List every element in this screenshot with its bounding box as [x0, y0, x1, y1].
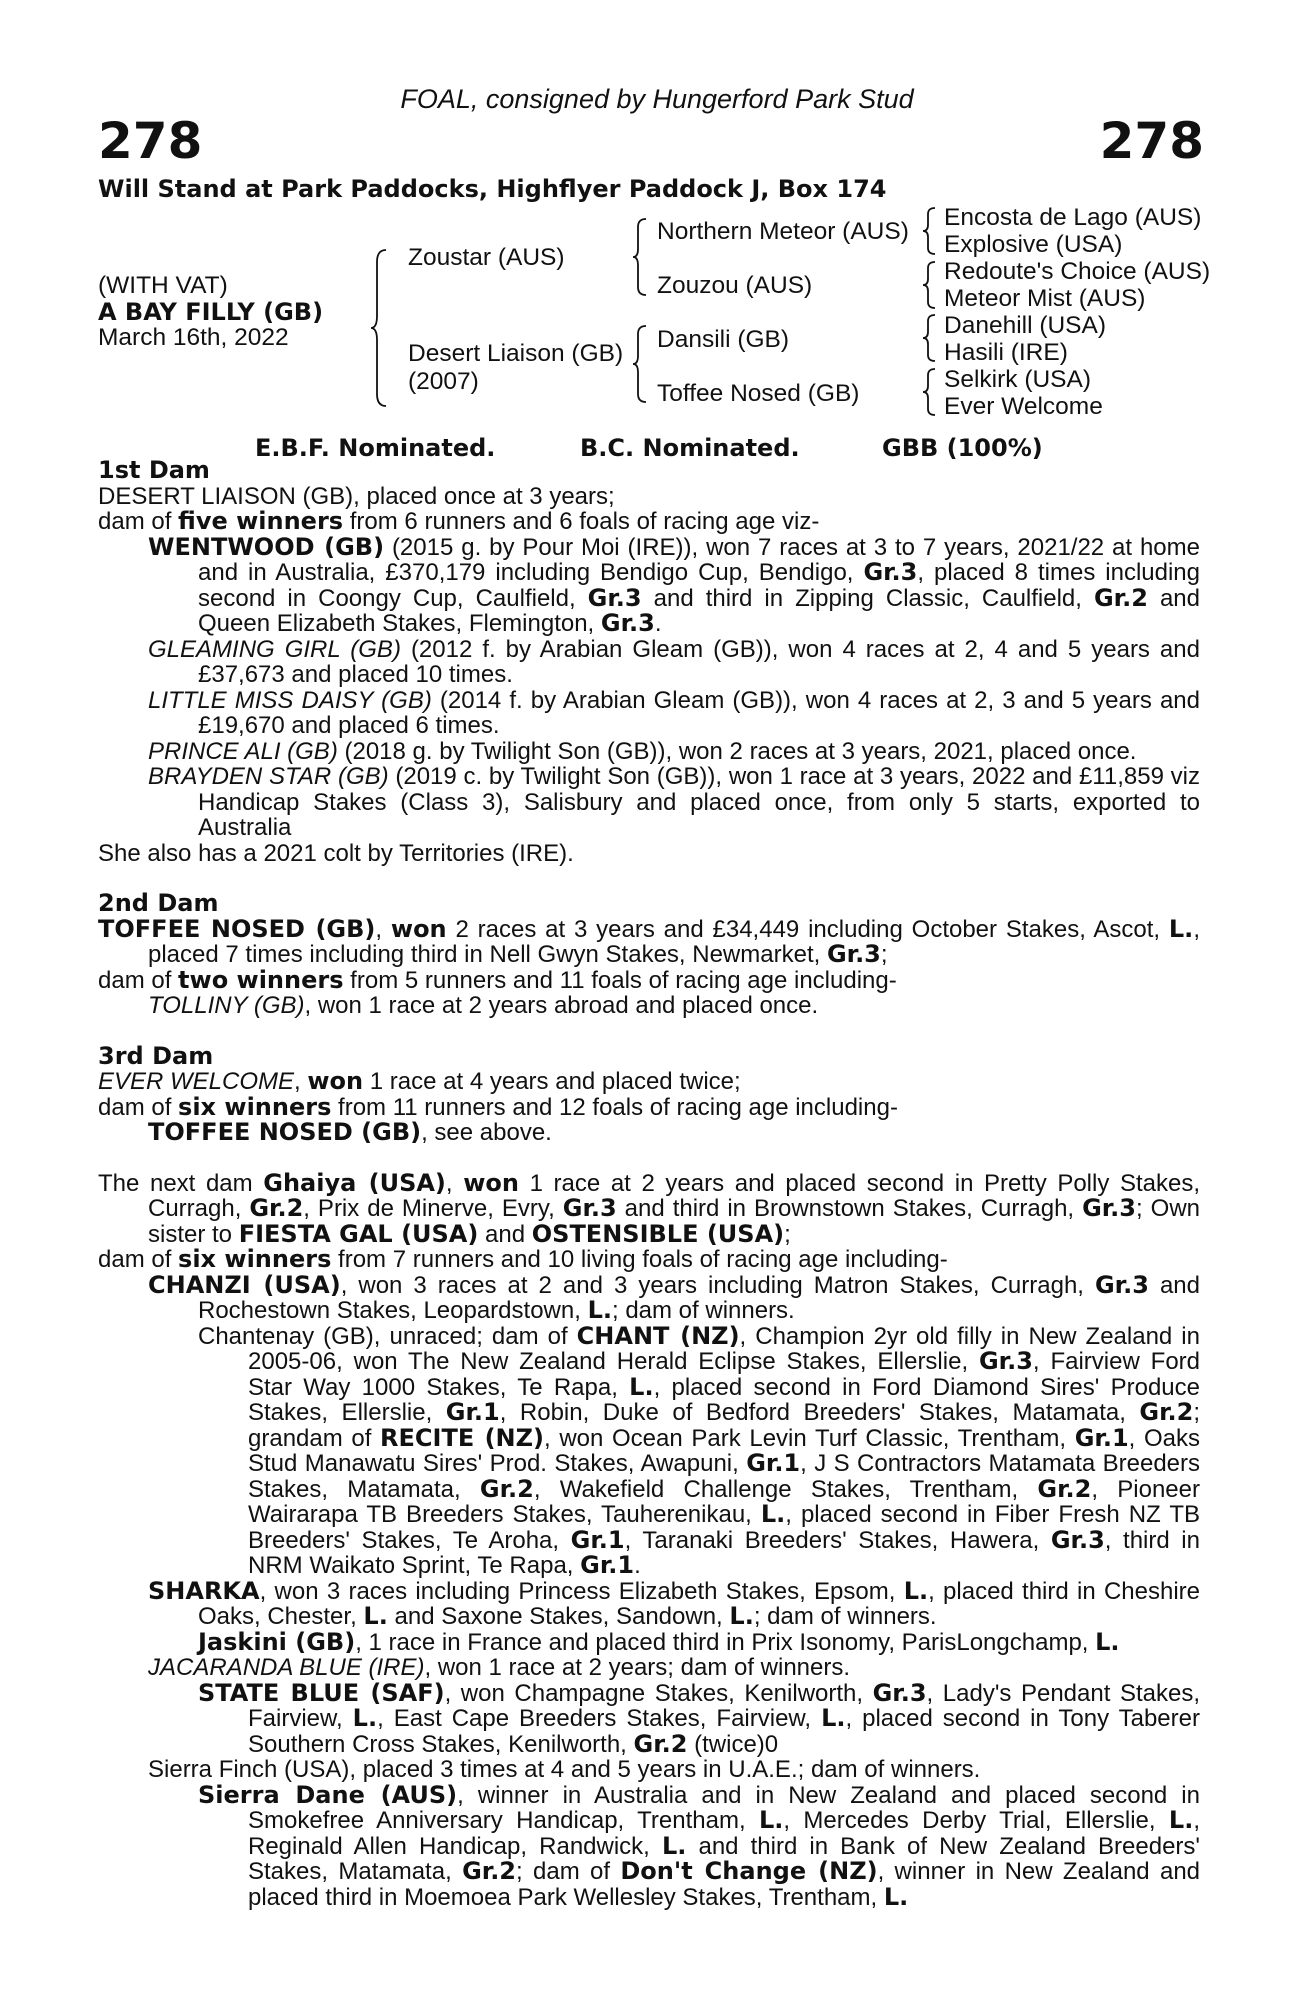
- horse-description: A BAY FILLY (GB): [98, 298, 324, 326]
- first-dam-produce: dam of five winners from 6 runners and 6 foals of racing age viz-: [98, 507, 820, 535]
- colt-note: She also has a 2021 colt by Territories (IRE).: [98, 839, 574, 867]
- ancestor-7: Selkirk (USA): [944, 366, 1092, 393]
- pedigree-body: [98, 458, 1200, 1910]
- ancestor-1: Encosta de Lago (AUS): [944, 204, 1202, 231]
- produce-chanzi: CHANZI (USA), won 3 races at 2 and 3 years including Matron Stakes, Curragh, Gr.3 and Rochestown Stakes, Leopardstown, L.; dam of winners.: [148, 1270, 1200, 1324]
- pedigree-brace-g4: [922, 367, 938, 417]
- dam: Desert Liaison (GB): [408, 340, 624, 367]
- pedigree-brace-g1: [922, 206, 938, 256]
- stand-location: Will Stand at Park Paddocks, Highflyer Paddock J, Box 174: [98, 175, 887, 203]
- dam-year: (2007): [408, 368, 479, 395]
- produce-prince-ali: PRINCE ALI (GB) (2018 g. by Twilight Son (GB)), won 2 races at 3 years, 2021, placed once.: [148, 737, 1137, 765]
- consignment-line: FOAL, consigned by Hungerford Park Stud: [400, 84, 914, 114]
- ancestor-4: Meteor Mist (AUS): [944, 285, 1146, 312]
- produce-brayden-star: BRAYDEN STAR (GB) (2019 c. by Twilight Son (GB)), won 1 race at 3 years, 2022 and £11,859 viz Handicap Stakes (Class 3), Salisbury and placed once, from only 5 starts, exported to Australia: [148, 763, 1201, 841]
- ancestor-5: Danehill (USA): [944, 312, 1107, 339]
- next-dam-produce: dam of six winners from 7 runners and 10 living foals of racing age including-: [98, 1245, 948, 1273]
- produce-state-blue: STATE BLUE (SAF), won Champagne Stakes, Kenilworth, Gr.3, Lady's Pendant Stakes, Fairview, L., East Cape Breeders Stakes, Fairview, L., placed second in Tony Taberer Southern Cross Stakes, Kenilworth, Gr.2 (twice)0: [198, 1678, 1200, 1758]
- lot-number-left: 278: [98, 112, 203, 170]
- produce-toffee-nosed: TOFFEE NOSED (GB), see above.: [148, 1118, 552, 1146]
- produce-sierra-dane: Sierra Dane (AUS), winner in Australia and in New Zealand and placed second in Smokefree Anniversary Handicap, Trentham, L., Mercedes Derby Trial, Ellerslie, L., Reginald Allen Handicap, Randwick, L. and third in Bank of New Zealand Breeders' Stakes, Matamata, Gr.2; dam of Don't Change (NZ), winner in New Zealand and placed third in Moemoea Park Wellesley Stakes, Trentham, L.: [198, 1780, 1201, 1911]
- ebf-nomination: E.B.F. Nominated.: [255, 434, 496, 462]
- second-dam-produce: dam of two winners from 5 runners and 11 foals of racing age including-: [98, 965, 897, 994]
- produce-wentwood: WENTWOOD (GB) (2015 g. by Pour Moi (IRE)), won 7 races at 3 to 7 years, 2021/22 at home and in Australia, £370,179 including Bendigo Cup, Bendigo, Gr.3, placed 8 times including second in Coongy Cup, Caulfield, Gr.3 and third in Zipping Classic, Caulfield, Gr.2 and Queen Elizabeth Stakes, Flemington, Gr.3.: [148, 532, 1201, 637]
- pedigree-brace-g2: [922, 260, 938, 310]
- second-dam-heading: 2nd Dam: [98, 889, 219, 917]
- produce-gleaming-girl: GLEAMING GIRL (GB) (2012 f. by Arabian Gleam (GB)), won 4 races at 2, 4 and 5 years and £37,673 and placed 10 times.: [148, 635, 1200, 688]
- pedigree-brace-sire: [632, 217, 650, 297]
- produce-sierra-finch: Sierra Finch (USA), placed 3 times at 4 and 5 years in U.A.E.; dam of winners.: [148, 1756, 981, 1783]
- sire-sire: Northern Meteor (AUS): [657, 218, 909, 245]
- pedigree-brace-main: [370, 248, 390, 408]
- sire-dam: Zouzou (AUS): [657, 272, 813, 299]
- produce-little-miss-daisy: LITTLE MISS DAISY (GB) (2014 f. by Arabian Gleam (GB)), won 4 races at 2, 3 and 5 years and £19,670 and placed 6 times.: [148, 686, 1200, 739]
- lot-number-right: 278: [1099, 112, 1204, 170]
- dam-sire: Dansili (GB): [657, 326, 790, 353]
- ancestor-8: Ever Welcome: [944, 393, 1103, 420]
- produce-chantenay: Chantenay (GB), unraced; dam of CHANT (NZ), Champion 2yr old filly in New Zealand in 2005-06, won The New Zealand Herald Eclipse Stakes, Ellerslie, Gr.3, Fairview Ford Star Way 1000 Stakes, Te Rapa, L., placed second in Ford Diamond Sires' Produce Stakes, Ellerslie, Gr.1, Robin, Duke of Bedford Breeders' Stakes, Matamata, Gr.2; grandam of RECITE (NZ), won Ocean Park Levin Turf Classic, Trentham, Gr.1, Oaks Stud Manawatu Sires' Prod. Stakes, Awapuni, Gr.1, J S Contractors Matamata Breeders Stakes, Matamata, Gr.2, Wakefield Challenge Stakes, Trentham, Gr.2, Pioneer Wairarapa TB Breeders Stakes, Tauherenikau, L., placed second in Fiber Fresh NZ TB Breeders' Stakes, Te Aroha, Gr.1, Taranaki Breeders' Stakes, Hawera, Gr.3, third in NRM Waikato Sprint, Te Rapa, Gr.1.: [198, 1321, 1201, 1579]
- dam-dam: Toffee Nosed (GB): [657, 380, 860, 407]
- third-dam-line: EVER WELCOME, won 1 race at 4 years and placed twice;: [98, 1067, 741, 1095]
- bc-nomination: B.C. Nominated.: [580, 434, 800, 462]
- produce-tolliny: TOLLINY (GB), won 1 race at 2 years abroad and placed once.: [148, 992, 819, 1019]
- second-dam-line: TOFFEE NOSED (GB), won 2 races at 3 years and £34,449 including October Stakes, Ascot, L., placed 7 times including third in Nell Gwyn Stakes, Newmarket, Gr.3;: [98, 914, 1200, 968]
- vat-note: (WITH VAT): [98, 272, 228, 299]
- ancestor-3: Redoute's Choice (AUS): [944, 258, 1211, 285]
- foaling-date: March 16th, 2022: [98, 324, 289, 351]
- gbb-rating: GBB (100%): [882, 434, 1043, 462]
- produce-jacaranda-blue: JACARANDA BLUE (IRE), won 1 race at 2 years; dam of winners.: [148, 1654, 851, 1681]
- sire: Zoustar (AUS): [408, 244, 565, 271]
- first-dam-heading: 1st Dam: [98, 456, 210, 484]
- pedigree-brace-g3: [922, 313, 938, 363]
- next-dam-line: The next dam Ghaiya (USA), won 1 race at 2 years and placed second in Pretty Polly Stakes, Curragh, Gr.2, Prix de Minerve, Evry, Gr.3 and third in Brownstown Stakes, Curragh, Gr.3; Own sister to FIESTA GAL (USA) and OSTENSIBLE (USA);: [98, 1168, 1201, 1248]
- produce-jaskini: Jaskini (GB), 1 race in France and placed third in Prix Isonomy, ParisLongchamp, L.: [198, 1627, 1120, 1656]
- ancestor-2: Explosive (USA): [944, 231, 1123, 258]
- third-dam-produce: dam of six winners from 11 runners and 12 foals of racing age including-: [98, 1092, 898, 1121]
- produce-sharka: SHARKA, won 3 races including Princess Elizabeth Stakes, Epsom, L., placed third in Cheshire Oaks, Chester, L. and Saxone Stakes, Sandown, L.; dam of winners.: [148, 1576, 1200, 1630]
- first-dam-line: DESERT LIAISON (GB), placed once at 3 years;: [98, 482, 615, 510]
- pedigree-brace-dam: [632, 324, 650, 404]
- ancestor-6: Hasili (IRE): [944, 339, 1068, 366]
- third-dam-heading: 3rd Dam: [98, 1041, 214, 1070]
